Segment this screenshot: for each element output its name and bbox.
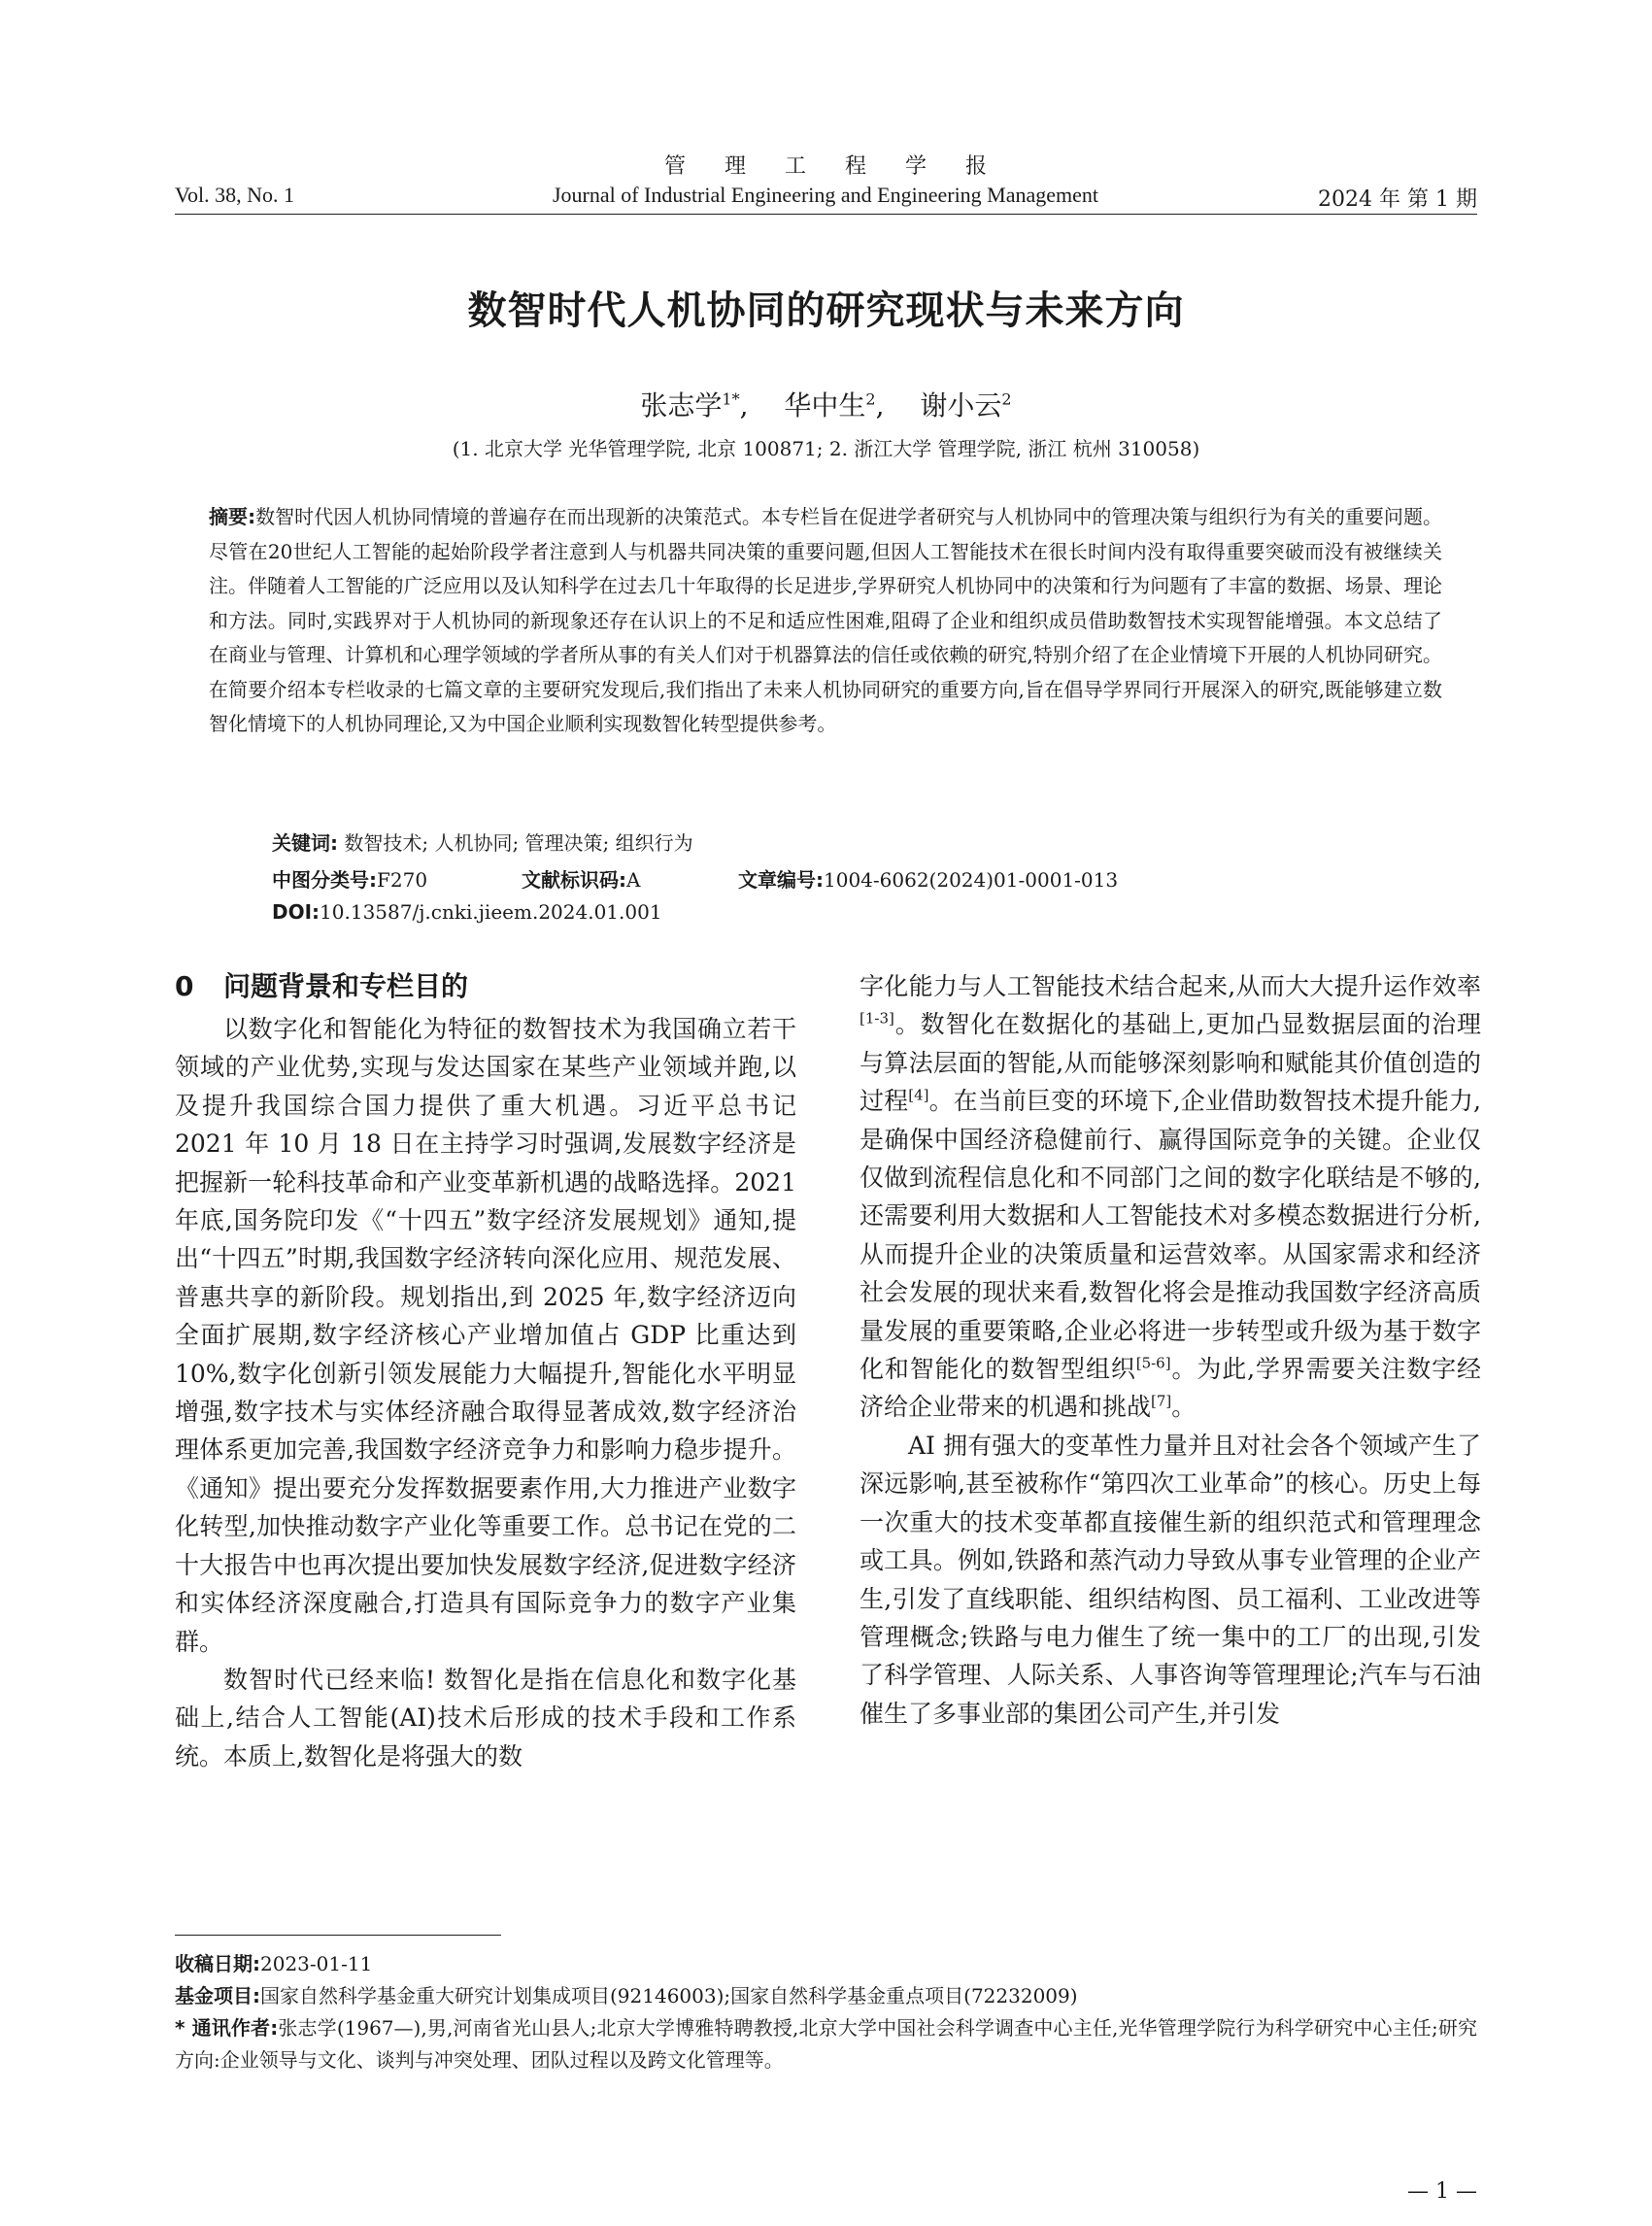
paragraph: 以数字化和智能化为特征的数智技术为我国确立若干领域的产业优势,实现与发达国家在某些产业领域并跑,以及提升我国综合国力提供了重大机遇。习近平总书记 2021 年 10 月 18 日在主持学习时强调,发展数字经济是把握新一轮科技革命和产业变革新机遇的战略选择。2021 年底,国务院印发《“十四五”数字经济发展规划》通知,提出“十四五”时期,我国数字经济转向深化应用、规范发展、普惠共享的新阶段。规划指出,到 2025 年,数字经济迈向全面扩展期,数字经济核心产业增加值占 GDP 比重达到 10%,数字化创新引领发展能力大幅提升,智能化水平明显增强,数字技术与实体经济融合取得显著成效,数字经济治理体系更加完善,我国数字经济竞争力和影响力稳步提升。《通知》提出要充分发挥数据要素作用,大力推进产业数字化转型,加快推动数字产业化等重要工作。总书记在党的二十大报告中也再次提出要加快发展数字经济,促进数字经济和实体经济深度融合,打造具有国际竞争力的数字产业集群。 bbox=[175, 1015, 796, 1656]
author: 谢小云$^2$ bbox=[920, 389, 1012, 422]
paragraph: AI 拥有强大的变革性力量并且对社会各个领域产生了深远影响,甚至被称作“第四次工业革命”的核心。历史上每一次重大的技术变革都直接催生新的组织范式和管理理念或工具。例如,铁路和蒸汽动力导致从事专业管理的企业产生,引发了直线职能、组织结构图、员工福利、工业改进等管理概念;铁路与电力催生了统一集中的工厂的出现,引发了科学管理、人际关系、人事咨询等管理理论;汽车与石油催生了多事业部的集团公司产生,并引发 bbox=[860, 1431, 1481, 1728]
keywords bbox=[272, 827, 693, 856]
footnote-funding: 基金项目:国家自然科学基金重大研究计划集成项目(92146003);国家自然科学基金重点项目(72232009) bbox=[175, 1984, 1078, 2007]
doi bbox=[272, 900, 662, 924]
journal-name-en: Journal of Industrial Engineering and Engineering Management bbox=[552, 183, 1099, 207]
citation: [5-6] bbox=[1135, 1354, 1171, 1372]
keywords-label: 关键词: bbox=[272, 831, 338, 855]
citation: [7] bbox=[1151, 1393, 1172, 1411]
abstract bbox=[209, 500, 1442, 742]
section-number: 0 bbox=[175, 970, 194, 1002]
clc-number: 中图分类号:F270 bbox=[272, 868, 428, 892]
footnote-rule bbox=[175, 1935, 501, 1936]
article-number: 文章编号:1004-6062(2024)01-0001-013 bbox=[738, 868, 1119, 892]
volume-number: Vol. 38, No. 1 bbox=[175, 183, 295, 207]
document-code: 文献标识码:A bbox=[522, 868, 641, 892]
header-rule bbox=[175, 214, 1477, 215]
author: 张志学$^{1*}$, bbox=[640, 389, 749, 422]
journal-name-cn: 管理工程学报 bbox=[663, 154, 1026, 179]
citation: [1-3] bbox=[860, 1010, 894, 1029]
body-column-left bbox=[175, 1010, 796, 1775]
affiliations: (1. 北京大学 光华管理学院, 北京 100871; 2. 浙江大学 管理学院, 浙江 杭州 310058) bbox=[452, 437, 1200, 460]
paragraph: 字化能力与人工智能技术结合起来,从而大大提升运作效率[1-3]。数智化在数据化的基础上,更加凸显数据层面的治理与算法层面的智能,从而能够深刻影响和赋能其价值创造的过程[4]。在当前巨变的环境下,企业借助数智技术提升能力,是确保中国经济稳健前行、赢得国际竞争的关键。企业仅仅做到流程信息化和不同部门之间的数字化联结是不够的,还需要利用大数据和人工智能技术对多模态数据进行分析,从而提升企业的决策质量和运营效率。从国家需求和经济社会发展的现状来看,数智化将会是推动我国数字经济高质量发展的重要策略,企业必将进一步转型或升级为基于数字化和智能化的数智型组织[5-6]。为此,学界需要关注数字经济给企业带来的机遇和挑战[7]。 bbox=[860, 972, 1481, 1422]
body-column-right bbox=[860, 967, 1481, 1733]
page-number: — 1 — bbox=[1407, 2179, 1477, 2204]
section-heading bbox=[175, 965, 468, 1004]
paragraph: 数智时代已经来临! 数智化是指在信息化和数字化基础上,结合人工智能(AI)技术后形成的技术手段和工作系统。本质上,数智化是将强大的数 bbox=[175, 1665, 796, 1771]
paper-title: 数智时代人机协同的研究现状与未来方向 bbox=[467, 288, 1185, 333]
doi-value: 10.13587/j.cnki.jieem.2024.01.001 bbox=[320, 900, 662, 924]
author: 华中生$^2$, bbox=[784, 389, 885, 422]
footnote-received: 收稿日期:2023-01-11 bbox=[175, 1952, 373, 1975]
footnote-corresponding-author: * 通讯作者:张志学(1967—),男,河南省光山县人;北京大学博雅特聘教授,北京大学中国社会科学调查中心主任,光华管理学院行为科学研究中心主任;研究方向:企业领导与文化、谈判与冲突处理、团队过程以及跨文化管理等。 bbox=[175, 2016, 1477, 2072]
keywords-text: 数智技术; 人机协同; 管理决策; 组织行为 bbox=[344, 831, 693, 855]
section-title: 问题背景和专栏目的 bbox=[223, 970, 469, 1002]
doi-label: DOI: bbox=[272, 900, 320, 924]
issue-label: 2024 年 第 1 期 bbox=[1318, 187, 1477, 212]
abstract-text: 数智时代因人机协同情境的普遍存在而出现新的决策范式。本专栏旨在促进学者研究与人机协同中的管理决策与组织行为有关的重要问题。尽管在20世纪人工智能的起始阶段学者注意到人与机器共同决策的重要问题,但因人工智能技术在很长时间内没有取得重要突破而没有被继续关注。伴随着人工智能的广泛应用以及认知科学在过去几十年取得的长足进步,学界研究人机协同中的决策和行为问题有了丰富的数据、场景、理论和方法。同时,实践界对于人机协同的新现象还存在认识上的不足和适应性困难,阻碍了企业和组织成员借助数智技术实现智能增强。本文总结了在商业与管理、计算机和心理学领域的学者所从事的有关人们对于机器算法的信任或依赖的研究,特别介绍了在企业情境下开展的人机协同研究。在简要介绍本专栏收录的七篇文章的主要研究发现后,我们指出了未来人机协同研究的重要方向,旨在倡导学界同行开展深入的研究,既能够建立数智化情境下的人机协同理论,又为中国企业顺利实现数智化转型提供参考。 bbox=[209, 505, 1442, 735]
author-list bbox=[0, 385, 1652, 423]
abstract-label: 摘要: bbox=[209, 505, 256, 528]
citation: [4] bbox=[908, 1086, 929, 1104]
